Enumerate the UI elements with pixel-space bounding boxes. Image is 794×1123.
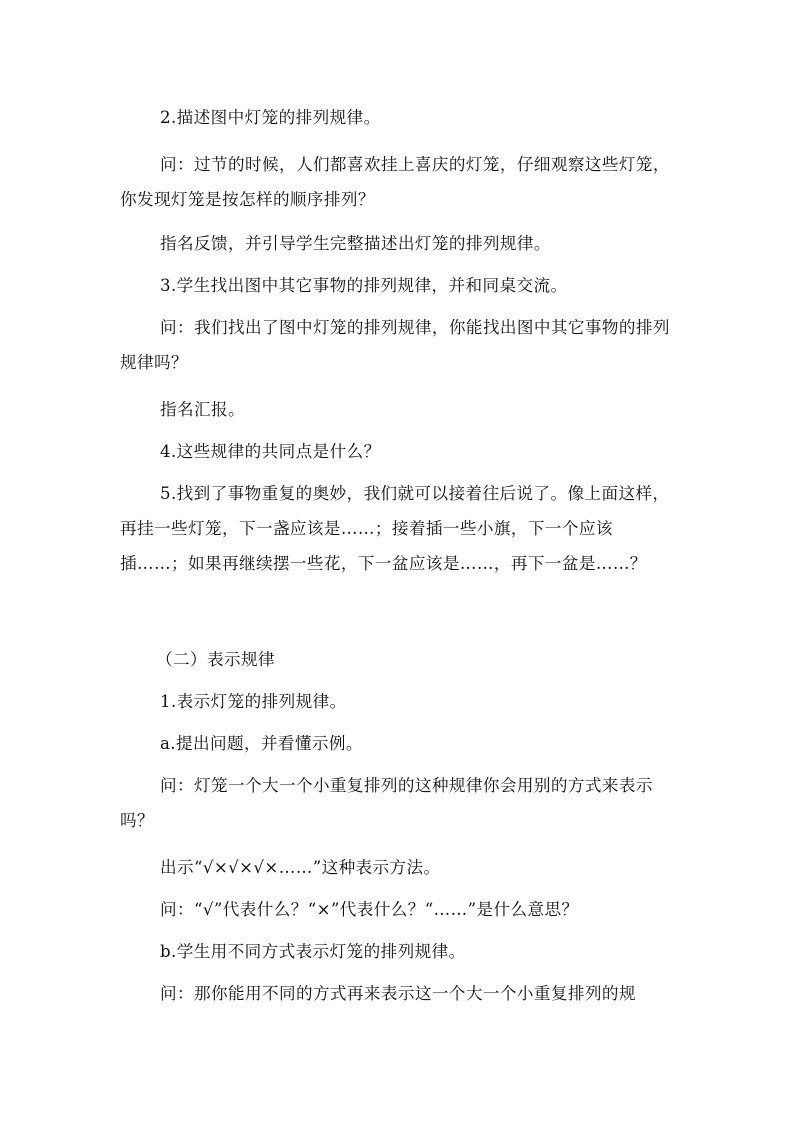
paragraph-step-4: 4.这些规律的共同点是什么？ [160, 442, 381, 461]
paragraph-step-3: 3.学生找出图中其它事物的排列规律，并和同桌交流。 [160, 276, 568, 295]
paragraph-question-symbols: 问：“√”代表什么？“×”代表什么？“……”是什么意思？ [160, 900, 579, 919]
paragraph-question-different-ways: 问：那你能用不同的方式再来表示这一个大一个小重复排列的规 [160, 984, 636, 1003]
paragraph-step-2: 2.描述图中灯笼的排列规律。 [160, 108, 381, 127]
paragraph-feedback: 指名反馈，并引导学生完整描述出灯笼的排列规律。 [160, 234, 551, 253]
paragraph-question-lanterns: 问：过节的时候，人们都喜欢挂上喜庆的灯笼，仔细观察这些灯笼，你发现灯笼是按怎样的顺序排列？ [120, 155, 670, 209]
paragraph-report: 指名汇报。 [160, 400, 245, 419]
paragraph-sub-a: a.提出问题，并看懂示例。 [160, 734, 363, 753]
paragraph-sub-b: b.学生用不同方式表示灯笼的排列规律。 [160, 942, 466, 961]
paragraph-question-other-items: 问：我们找出了图中灯笼的排列规律，你能找出图中其它事物的排列规律吗？ [120, 318, 670, 372]
section-heading-represent-rules: （二）表示规律 [156, 650, 275, 669]
paragraph-sub-1: 1.表示灯笼的排列规律。 [160, 692, 347, 711]
paragraph-show-method: 出示“√×√×√×……”这种表示方法。 [160, 858, 441, 877]
paragraph-step-5: 5.找到了事物重复的奥妙，我们就可以接着往后说了。像上面这样，再挂一些灯笼，下一盏应该是……；接着插一些小旗，下一个应该插……；如果再继续摆一些花，下一盆应该是……，再下一盆是……？ [120, 484, 670, 573]
paragraph-question-represent: 问：灯笼一个大一个小重复排列的这种规律你会用别的方式来表示吗？ [120, 776, 653, 830]
